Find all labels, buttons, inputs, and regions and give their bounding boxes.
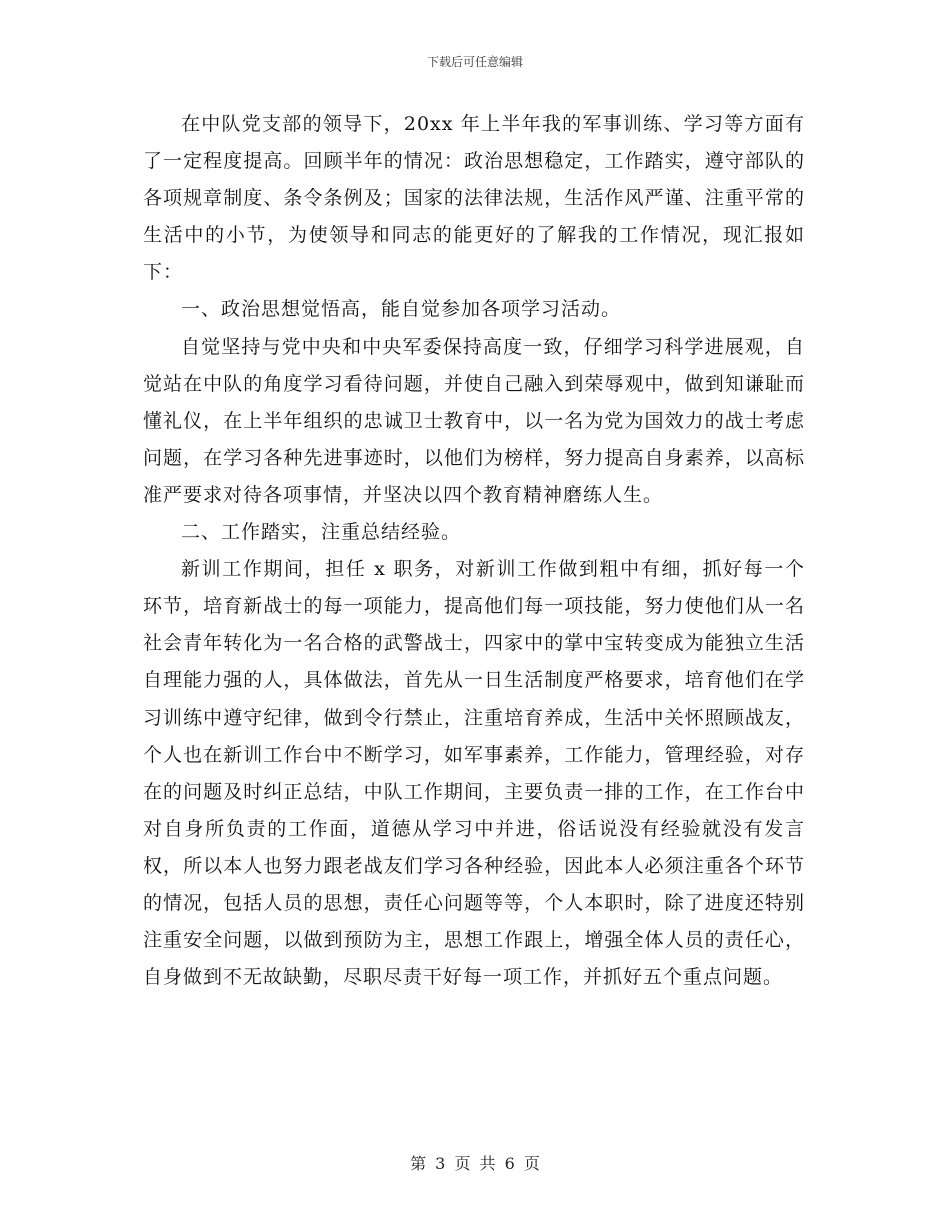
- work-paragraph: 新训工作期间，担任 x 职务，对新训工作做到粗中有细，抓好每一个环节，培育新战士的每一项能力，提高他们每一项技能，努力使他们从一名社会青年转化为一名合格的武警战士，四家中的掌中宝转变成为能独立生活自理能力强的人，具体做法，首先从一日生活制度严格要求，培育他们在学习训练中遵守纪律，做到令行禁止，注重培育养成，生活中关怀照顾战友，个人也在新训工作台中不断学习，如军事素养，工作能力，管理经验，对存在的问题及时纠正总结，中队工作期间，主要负责一排的工作，在工作台中对自身所负责的工作面，道德从学习中并进，俗话说没有经验就没有发言权，所以本人也努力跟老战友们学习各种经验，因此本人必须注重各个环节的情况，包括人员的思想，责任心问题等等，个人本职时，除了进度还特别注重安全问题，以做到预防为主，思想工作跟上，增强全体人员的责任心，自身做到不无故缺勤，尽职尽责干好每一项工作，并抓好五个重点问题。: [143, 558, 805, 989]
- political-paragraph: 自觉坚持与党中央和中央军委保持高度一致，仔细学习科学进展观，自觉站在中队的角度学习看待问题，并使自己融入到荣辱观中，做到知谦耻而懂礼仪，在上半年组织的忠诚卫士教育中，以一名为党为国效力的战士考虑问题，在学习各种先进事迹时，以他们为榜样，努力提高自身素养，以高标准严要求对待各项事情，并坚决以四个教育精神磨练人生。: [143, 335, 805, 506]
- intro-paragraph: 在中队党支部的领导下，20xx 年上半年我的军事训练、学习等方面有了一定程度提高。回顾半年的情况：政治思想稳定，工作踏实，遵守部队的各项规章制度、条令条例及；国家的法律法规，生活作风严谨、注重平常的生活中的小节，为使领导和同志的能更好的了解我的工作情况，现汇报如下：: [143, 113, 805, 284]
- header-note: 下载后可任意编辑: [426, 55, 523, 69]
- document-body: [143, 106, 805, 996]
- section-heading-work: 二、工作踏实，注重总结经验。: [181, 521, 462, 544]
- section-heading-political: 一、政治思想觉悟高，能自觉参加各项学习活动。: [181, 298, 622, 321]
- page-number: 第 3 页 共 6 页: [410, 1154, 540, 1173]
